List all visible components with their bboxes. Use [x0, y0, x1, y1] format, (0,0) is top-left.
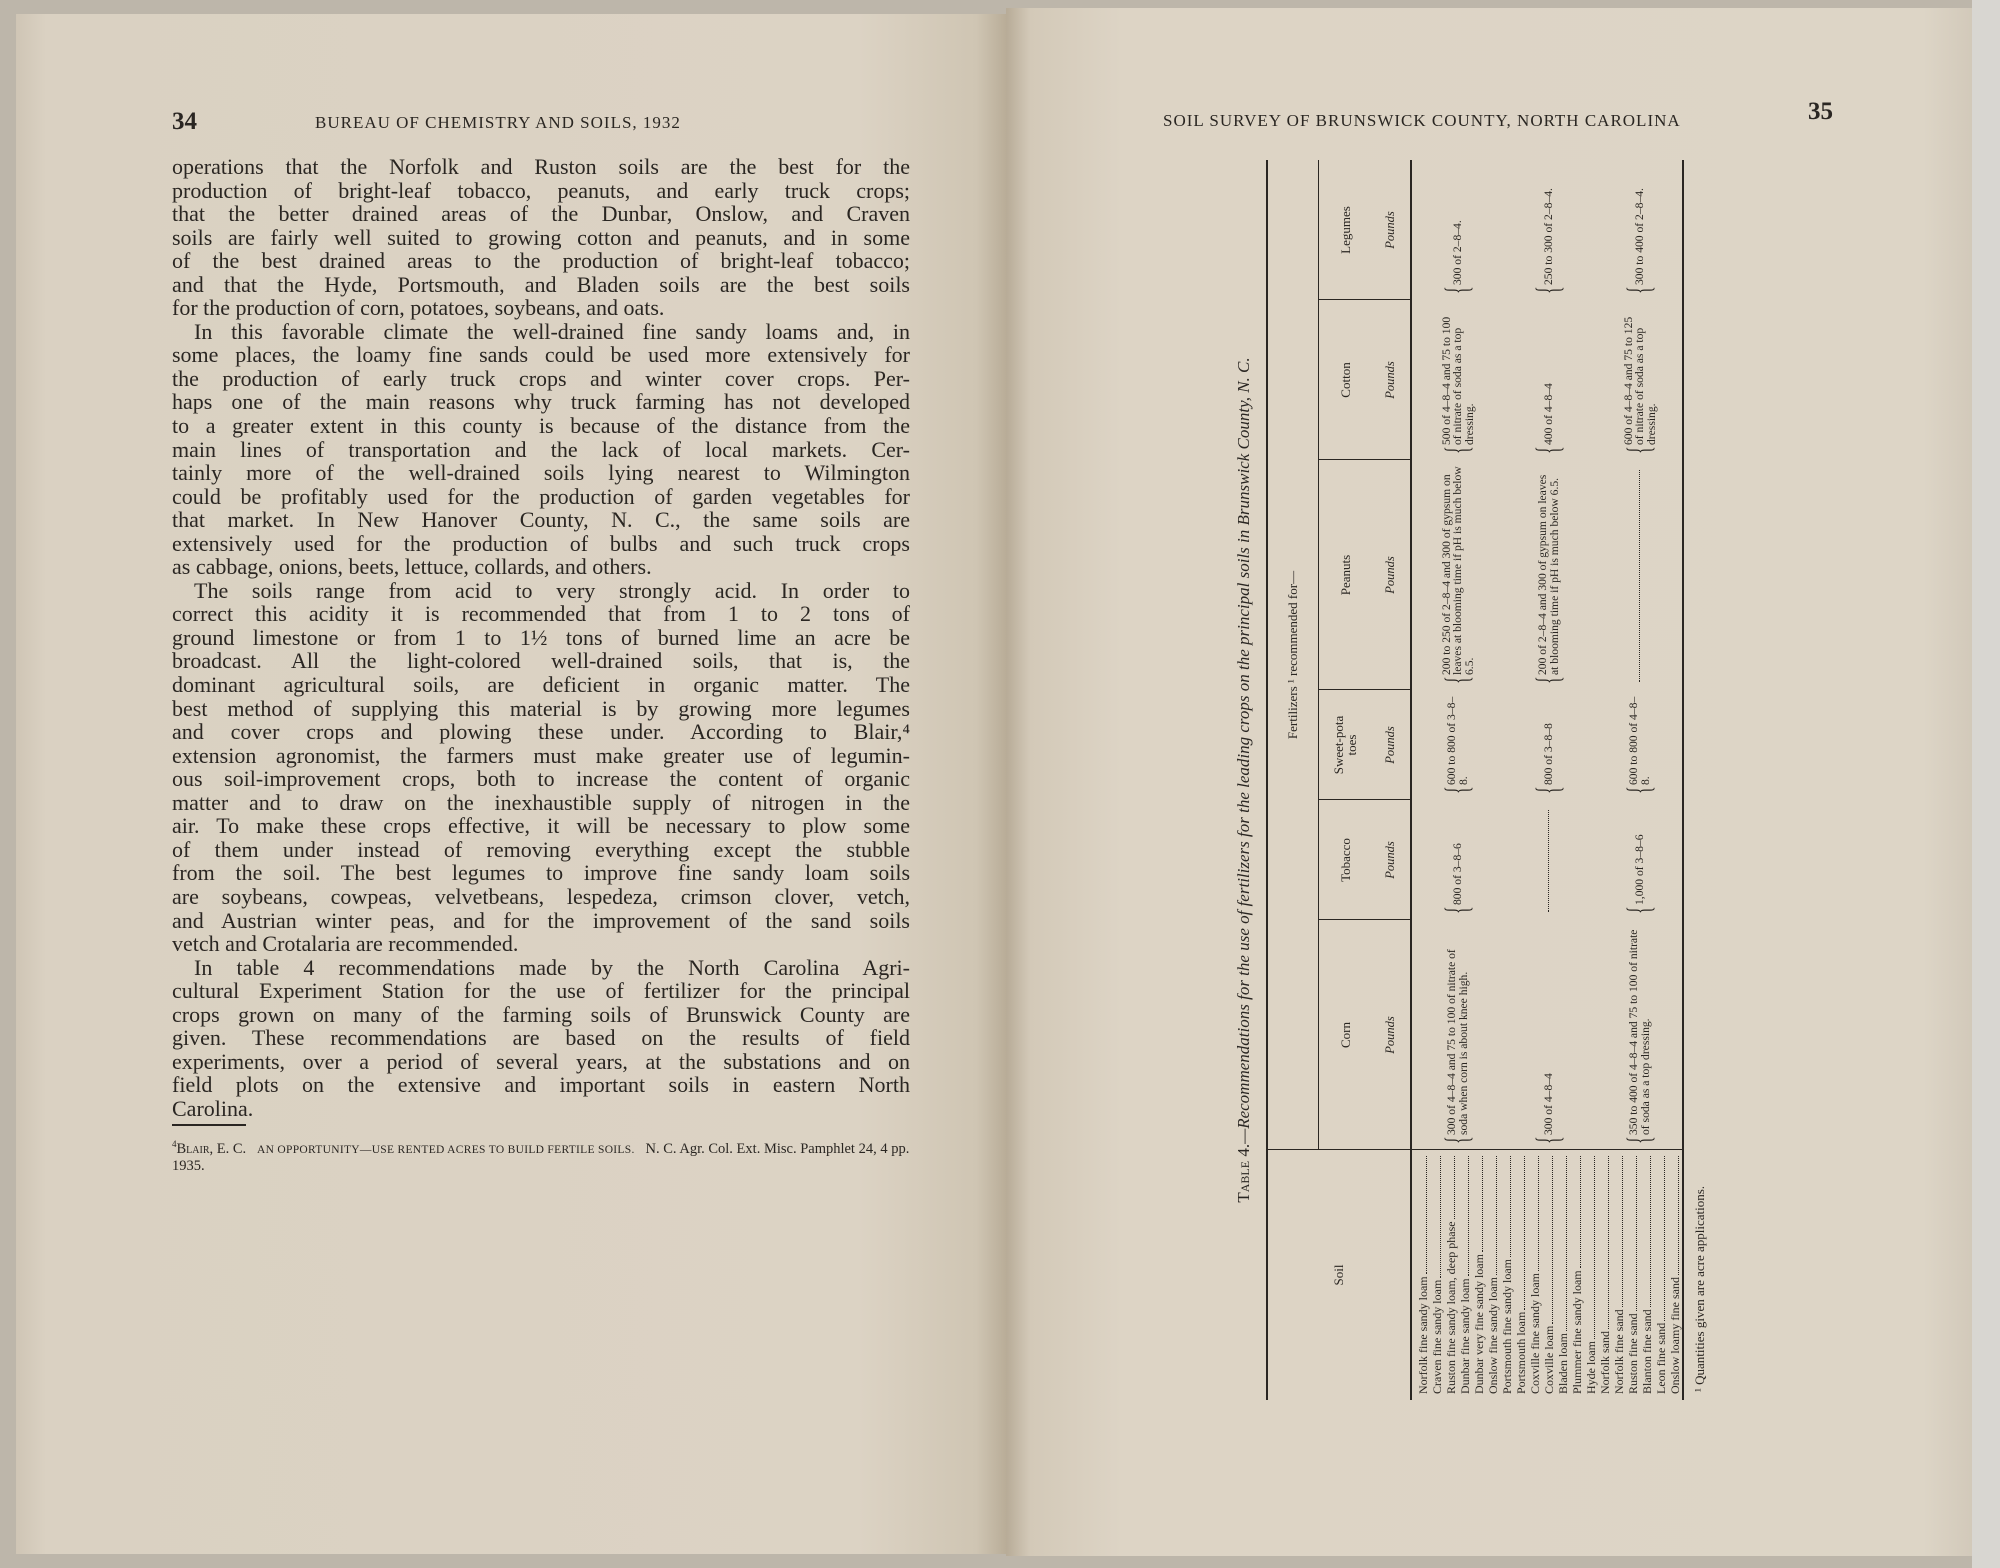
- text-line: tainly more of the well-drained soils lying nearest to Wilmington: [172, 460, 910, 486]
- recommendation-text: 300 of 4–8–4 and 75 to 100 of nitrate of soda when corn is about knee high.: [1445, 949, 1470, 1135]
- recommendation-cell: [1598, 806, 1682, 916]
- dot-leader: [1608, 1156, 1609, 1329]
- soil-row: [1654, 1154, 1668, 1394]
- fertilizer-group-header: Fertilizers ¹ recommended for—: [1284, 570, 1300, 740]
- text-line: the production of early truck crops and winter cover crops. Per-: [172, 365, 910, 391]
- footnote-title: AN OPPORTUNITY—USE RENTED ACRES TO BUILD FERTILE SOILS.: [257, 1143, 635, 1156]
- soil-row: [1514, 1154, 1528, 1394]
- left-page-number: 34: [172, 108, 197, 135]
- text-line: dominant agricultural soils, are deficient in organic matter. The: [172, 672, 910, 698]
- brace-icon: {: [1439, 1136, 1476, 1144]
- dot-leader: [1454, 1156, 1455, 1219]
- dot-leader: [1426, 1156, 1427, 1274]
- recommendation-text: 500 of 4–8–4 and 75 to 100 of nitrate of soda as a top dressing.: [1439, 316, 1476, 445]
- text-line: crops grown on many of the farming soils of Brunswick County are: [172, 1001, 910, 1027]
- soil-row: [1626, 1154, 1640, 1394]
- recommendation-cell: [1416, 306, 1500, 456]
- soil-name: Coxville fine sandy loam: [1528, 1273, 1543, 1394]
- soil-name: Norfolk fine sandy loam: [1416, 1276, 1431, 1394]
- recommendation-text: 600 to 800 of 4–8–8.: [1627, 696, 1652, 785]
- table-label: Table 4.: [1234, 1143, 1253, 1203]
- page-edge: [1972, 0, 2000, 1568]
- brace-icon: {: [1439, 906, 1476, 914]
- header-bottom-rule: [1410, 160, 1412, 1400]
- dot-leader: [1664, 1156, 1665, 1321]
- recommendation-cell: [1500, 306, 1598, 456]
- recommendation-text: 200 to 250 of 2–8–4 and 300 of gypsum on leaves at blooming time if pH is much below 6.5.: [1439, 466, 1476, 675]
- footnote-author: Blair, E. C.: [176, 1140, 247, 1157]
- unit-label: Pounds: [1382, 841, 1397, 879]
- text-line: and Austrian winter peas, and for the improvement of the sand soils: [172, 907, 910, 933]
- dot-leader: [1496, 1156, 1497, 1275]
- soil-row: [1472, 1154, 1486, 1394]
- table-caption: [1234, 160, 1253, 1400]
- brace-icon: {: [1530, 286, 1567, 294]
- bottom-rule: [1682, 160, 1684, 1400]
- soil-row: [1668, 1154, 1682, 1394]
- soil-row: [1542, 1154, 1556, 1394]
- recommendation-cell: [1598, 926, 1682, 1146]
- recommendation-text: 800 of 3–8–6: [1451, 843, 1465, 905]
- recommendation-cell: [1598, 306, 1682, 456]
- brace-icon: {: [1439, 676, 1476, 684]
- recommendation-cell: [1500, 696, 1598, 796]
- soil-name: Craven fine sandy loam: [1430, 1279, 1445, 1394]
- soil-row: [1528, 1154, 1542, 1394]
- brace-icon: {: [1530, 676, 1567, 684]
- dot-leader: [1482, 1156, 1483, 1252]
- brace-icon: {: [1621, 1136, 1658, 1144]
- crop-header-sweet-potatoes: Sweet-potatoes: [1331, 715, 1359, 775]
- soil-row: [1486, 1154, 1500, 1394]
- soil-row: [1584, 1154, 1598, 1394]
- brace-icon: {: [1439, 446, 1476, 454]
- text-line: correct this acidity it is recommended that from 1 to 2 tons of: [172, 601, 910, 627]
- soil-name: Onslow loamy fine sand: [1668, 1277, 1683, 1394]
- brace-icon: {: [1530, 786, 1567, 794]
- dot-leader: [1580, 1156, 1581, 1268]
- brace-icon: {: [1439, 786, 1476, 794]
- soil-name: Portsmouth loam: [1514, 1311, 1529, 1394]
- dot-leader: [1622, 1156, 1623, 1307]
- crop-header-legumes: Legumes: [1337, 206, 1353, 254]
- unit-label: Pounds: [1382, 211, 1397, 249]
- dot-leader: [1566, 1156, 1567, 1331]
- soil-name: Dunbar fine sandy loam: [1458, 1278, 1473, 1394]
- recommendation-text: 300 to 400 of 2–8–4.: [1633, 188, 1647, 285]
- soil-row: [1444, 1154, 1458, 1394]
- recommendation-text: 200 of 2–8–4 and 300 of gypsum on leaves at blooming time if pH is much below 6.5.: [1536, 474, 1561, 675]
- text-line: air. To make these crops effective, it will be necessary to plow some: [172, 813, 910, 839]
- footnote-rule: [172, 1124, 246, 1126]
- group-header-rule: [1318, 160, 1319, 1150]
- recommendation-cell: [1416, 806, 1500, 916]
- soil-row: [1640, 1154, 1654, 1394]
- text-line: In this favorable climate the well-drained fine sandy loams and, in: [194, 318, 910, 344]
- recommendation-cell: [1598, 696, 1682, 796]
- text-line: vetch and Crotalaria are recommended.: [172, 931, 519, 957]
- unit-label: Pounds: [1382, 726, 1397, 764]
- brace-icon: {: [1621, 906, 1658, 914]
- brace-icon: {: [1621, 286, 1658, 294]
- text-line: matter and to draw on the inexhaustible supply of nitrogen in the: [172, 789, 910, 815]
- soil-name: Hyde loam: [1584, 1341, 1599, 1394]
- dot-leader: [1440, 1156, 1441, 1278]
- brace-icon: {: [1621, 786, 1658, 794]
- text-line: main lines of transportation and the lack of local markets. Cer-: [172, 436, 910, 462]
- right-running-head: SOIL SURVEY OF BRUNSWICK COUNTY, NORTH CAROLINA: [1163, 111, 1681, 130]
- dot-leader: [1636, 1156, 1637, 1311]
- recommendation-text: 1,000 of 3–8–6: [1633, 834, 1647, 905]
- text-line: as cabbage, onions, beets, lettuce, collards, and others.: [172, 554, 652, 580]
- footnote-mark: 4: [172, 1139, 177, 1149]
- text-line: ous soil-improvement crops, both to increase the content of organic: [172, 766, 910, 792]
- dot-leader: [1594, 1156, 1595, 1339]
- text-line: broadcast. All the light-colored well-drained soils, that is, the: [172, 648, 910, 674]
- text-line: of them under instead of removing everything except the stubble: [172, 836, 910, 862]
- text-line: The soils range from acid to very strongly acid. In order to: [194, 577, 910, 603]
- text-line: In table 4 recommendations made by the North Carolina Agri-: [194, 954, 910, 980]
- soil-row: [1570, 1154, 1584, 1394]
- text-line: of the best drained areas to the production of bright-leaf tobacco;: [172, 248, 910, 274]
- soil-name: Leon fine sand: [1654, 1322, 1669, 1394]
- footnote: [172, 1136, 917, 1174]
- right-page-number: 35: [1808, 98, 1833, 125]
- dot-leader: [1547, 810, 1549, 912]
- text-line: and cover crops and plowing these under. According to Blair,⁴: [172, 719, 910, 745]
- recommendation-cell: [1500, 466, 1598, 686]
- soil-name: Coxville loam: [1542, 1325, 1557, 1394]
- soil-name: Bladen loam: [1556, 1333, 1571, 1394]
- soil-name: Dunbar very fine sandy loam: [1472, 1254, 1487, 1394]
- dot-leader: [1538, 1156, 1539, 1271]
- text-line: haps one of the main reasons why truck farming has not developed: [172, 389, 910, 415]
- text-line: extension agronomist, the farmers must make greater use of legumin-: [172, 742, 910, 768]
- body-text: [172, 155, 910, 1120]
- text-line: that the better drained areas of the Dunbar, Onslow, and Craven: [172, 201, 910, 227]
- text-line: that market. In New Hanover County, N. C., the same soils are: [172, 507, 910, 533]
- soil-row: [1598, 1154, 1612, 1394]
- text-line: operations that the Norfolk and Ruston soils are the best for the: [172, 154, 910, 179]
- dot-leader: [1468, 1156, 1469, 1276]
- text-line: for the production of corn, potatoes, soybeans, and oats.: [172, 295, 665, 321]
- dot-leader: [1510, 1156, 1511, 1257]
- text-line: extensively used for the production of bulbs and such truck crops: [172, 530, 910, 556]
- crop-header-cotton: Cotton: [1337, 362, 1353, 398]
- text-line: and that the Hyde, Portsmouth, and Bladen soils are the best soils: [172, 271, 910, 297]
- recommendation-text: 350 to 400 of 4–8–4 and 75 to 100 of nitrate of soda as a top dressing.: [1627, 929, 1652, 1135]
- soil-row: [1458, 1154, 1472, 1394]
- recommendation-text: 400 of 4–8–4: [1542, 383, 1556, 445]
- recommendation-text: 600 to 800 of 3–8–8.: [1445, 696, 1470, 785]
- text-line: could be profitably used for the production of garden vegetables for: [172, 483, 910, 509]
- text-line: given. These recommendations are based on the results of field: [172, 1025, 910, 1051]
- recommendation-text: 800 of 3–8–8: [1542, 723, 1556, 785]
- text-line: soils are fairly well suited to growing cotton and peanuts, and in some: [172, 224, 910, 250]
- text-line: production of bright-leaf tobacco, peanuts, and early truck crops;: [172, 177, 910, 203]
- brace-icon: {: [1439, 286, 1476, 294]
- text-line: Carolina.: [172, 1095, 254, 1121]
- dot-leader: [1638, 470, 1640, 682]
- soil-name: Ruston fine sandy loam, deep phase: [1444, 1221, 1459, 1394]
- brace-icon: {: [1621, 446, 1658, 454]
- text-line: experiments, over a period of several years, at the substations and on: [172, 1048, 910, 1074]
- recommendation-cell: [1416, 466, 1500, 686]
- unit-label: Pounds: [1382, 556, 1397, 594]
- brace-icon: {: [1530, 446, 1567, 454]
- dot-leader: [1524, 1156, 1525, 1310]
- left-running-head: BUREAU OF CHEMISTRY AND SOILS, 1932: [315, 113, 681, 132]
- recommendation-cell: [1500, 926, 1598, 1146]
- recommendation-text: 600 of 4–8–4 and 75 to 125 of nitrate of soda as a top dressing.: [1621, 316, 1658, 445]
- recommendation-cell: [1416, 926, 1500, 1146]
- table-footnote: ¹ Quantities given are acre applications.: [1692, 1185, 1707, 1392]
- footnote-source: N. C. Agr. Col. Ext. Misc. Pamphlet 24, 4 pp. 1935.: [172, 1140, 910, 1174]
- dot-leader: [1552, 1156, 1553, 1324]
- unit-label: Pounds: [1382, 1016, 1397, 1054]
- crop-header-peanuts: Peanuts: [1337, 554, 1353, 596]
- text-line: cultural Experiment Station for the use of fertilizer for the principal: [172, 978, 910, 1004]
- recommendation-cell: [1500, 806, 1598, 916]
- soil-name: Portsmouth fine sandy loam: [1500, 1259, 1515, 1394]
- soil-name: Blanton fine sand: [1640, 1309, 1655, 1394]
- soil-name: Norfolk sand: [1598, 1331, 1613, 1394]
- text-line: to a greater extent in this county is because of the distance from the: [172, 413, 910, 439]
- soil-name: Onslow fine sandy loam: [1486, 1277, 1501, 1394]
- recommendation-cell: [1598, 166, 1682, 296]
- soil-row: [1612, 1154, 1626, 1394]
- soil-name: Ruston fine sand: [1626, 1313, 1641, 1394]
- recommendation-cell: [1416, 696, 1500, 796]
- text-line: ground limestone or from 1 to 1½ tons of burned lime an acre be: [172, 624, 910, 650]
- soil-row: [1556, 1154, 1570, 1394]
- brace-icon: {: [1530, 1136, 1567, 1144]
- recommendation-cell: [1598, 466, 1682, 686]
- crop-header-tobacco: Tobacco: [1337, 838, 1353, 882]
- crop-header-corn: Corn: [1337, 1022, 1353, 1048]
- soil-header: Soil: [1330, 1264, 1346, 1286]
- soil-row: [1416, 1154, 1430, 1394]
- recommendation-cell: [1500, 166, 1598, 296]
- recommendation-text: 250 to 300 of 2–8–4.: [1542, 188, 1556, 285]
- soil-row: [1430, 1154, 1444, 1394]
- recommendation-cell: [1416, 166, 1500, 296]
- table-title: —Recommendations for the use of fertilizers for the leading crops on the principal soils in Brunswick County, N. C.: [1234, 357, 1253, 1144]
- text-line: field plots on the extensive and important soils in eastern North: [172, 1072, 910, 1098]
- text-line: some places, the loamy fine sands could be used more extensively for: [172, 342, 910, 368]
- text-line: are soybeans, cowpeas, velvetbeans, lespedeza, crimson clover, vetch,: [172, 883, 910, 909]
- text-line: best method of supplying this material is by growing more legumes: [172, 695, 910, 721]
- dot-leader: [1678, 1156, 1679, 1275]
- fertilizer-table: [1232, 160, 1722, 1400]
- soil-row: [1500, 1154, 1514, 1394]
- soil-name: Plummer fine sandy loam: [1570, 1270, 1585, 1394]
- text-line: from the soil. The best legumes to improve fine sandy loam soils: [172, 860, 910, 886]
- recommendation-text: 300 of 4–8–4: [1542, 1073, 1556, 1135]
- unit-label: Pounds: [1382, 361, 1397, 399]
- dot-leader: [1650, 1156, 1651, 1307]
- soil-name: Norfolk fine sand: [1612, 1309, 1627, 1394]
- recommendation-text: 300 of 2–8–4.: [1451, 220, 1465, 285]
